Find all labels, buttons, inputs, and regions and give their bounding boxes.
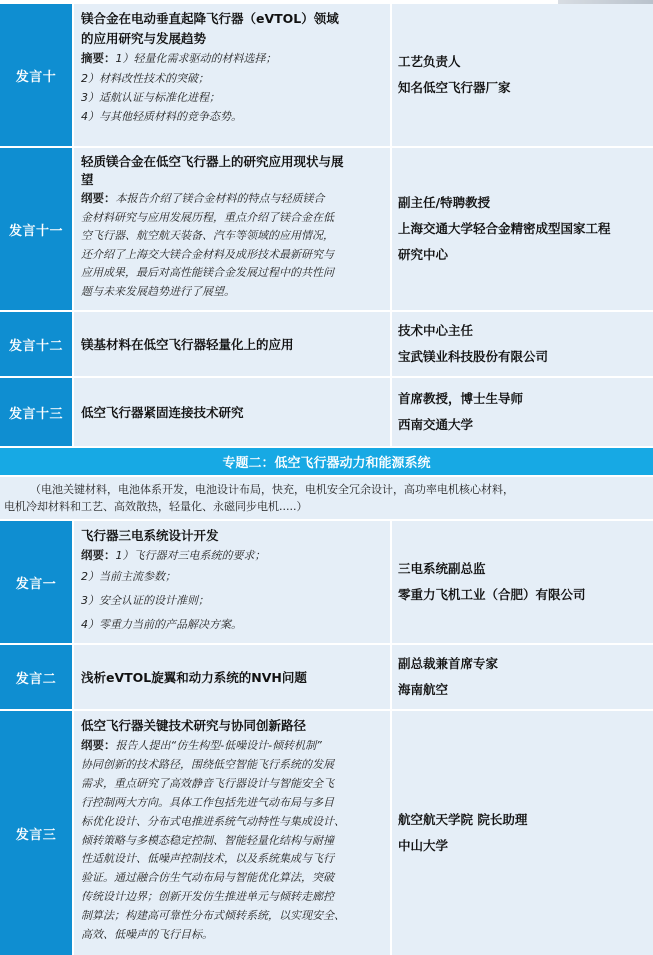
agenda-row [0,4,653,146]
talk-title: 望 [81,172,94,187]
talk-topic [74,645,392,709]
agenda-row [0,711,653,955]
section-description-line: 电机冷却材料和工艺、高效散热，轻量化、永磁同步电机.....） [4,500,308,513]
speaker-info [392,4,653,146]
speaker-position: 副总裁兼首席专家 [398,656,499,671]
talk-title: 镁合金在电动垂直起降飞行器（eVTOL）领域 [81,11,339,26]
abstract-text: 标优化设计、分布式电推进系统气动特性与集成设计、 [81,814,345,828]
talk-topic [74,711,392,955]
abstract-text: 性适航设计、低噪声控制技术，以及系统集成与飞行 [81,852,334,866]
talk-title: 轻质镁合金在低空飞行器上的研究应用现状与展 [81,154,344,169]
talk-topic [74,148,392,310]
abstract-text: 题与未来发展趋势进行了展望。 [81,284,235,298]
abstract-text: 协同创新的技术路径，围绕低空智能飞行系统的发展 [81,757,334,771]
section-title: 专题二：低空飞行器动力和能源系统 [0,448,653,475]
speaker-organization: 中山大学 [398,838,449,853]
talk-topic [74,4,392,146]
abstract-text: 金材料研究与应用发展历程，重点介绍了镁合金在低 [81,210,334,224]
abstract-text: 纲要：本报告介绍了镁合金材料的特点与轻质镁合 [81,191,325,205]
speaker-label: 发言十三 [0,378,74,446]
talk-title: 浅析eVTOL旋翼和动力系统的NVH问题 [81,669,307,685]
abstract-text: 纲要：报告人提出“仿生构型-低噪设计-倾转机制” [81,738,322,752]
speaker-label: 发言一 [0,521,74,643]
speaker-organization: 宝武镁业科技股份有限公司 [398,349,549,364]
speaker-info [392,711,653,955]
talk-title: 飞行器三电系统设计开发 [81,528,219,543]
speaker-position: 技术中心主任 [398,323,474,338]
speaker-label: 发言二 [0,645,74,709]
speaker-label: 发言十二 [0,312,74,376]
speaker-label: 发言十一 [0,148,74,310]
agenda-row [0,645,653,709]
agenda-row [0,312,653,376]
speaker-position: 工艺负责人 [398,54,461,69]
talk-title: 低空飞行器关键技术研究与协同创新路径 [81,718,307,733]
abstract-text: 制算法；构建高可靠性分布式倾转系统，以实现安全、 [81,909,345,923]
abstract-text: 验证。通过融合仿生气动布局与智能优化算法，突破 [81,871,334,885]
speaker-label: 发言十 [0,4,74,146]
abstract-item: 4）与其他轻质材料的竞争态势。 [81,109,242,123]
talk-topic [74,312,392,376]
speaker-organization: 知名低空飞行器厂家 [398,80,511,95]
abstract-item: 3）适航认证与标准化进程； [81,90,220,104]
talk-topic [74,378,392,446]
abstract-text: 行控制两大方向。具体工作包括先进气动布局与多目 [81,795,334,809]
abstract-item: 2）当前主流参数； [81,570,176,583]
agenda-row [0,521,653,643]
speaker-info [392,645,653,709]
speaker-label: 发言三 [0,711,74,955]
section-description-line: （电池关键材料，电池体系开发，电池设计布局，快充，电机安全冗余设计，高功率电机核心材料， [30,483,514,496]
speaker-organization: 海南航空 [398,682,449,697]
speaker-position: 航空航天学院 院长助理 [398,812,528,827]
abstract-text: 倾转策略与多模态稳定控制、智能轻量化结构与耐撞 [81,833,334,847]
abstract-item: 3）安全认证的设计准则； [81,594,209,607]
speaker-organization: 零重力飞机工业（合肥）有限公司 [398,587,586,602]
agenda-row [0,148,653,310]
talk-title: 低空飞行器紧固连接技术研究 [81,404,244,420]
speaker-position: 首席教授，博士生导师 [398,391,524,406]
speaker-info [392,378,653,446]
speaker-position: 三电系统副总监 [398,561,486,576]
speaker-organization: 西南交通大学 [398,417,474,432]
talk-topic [74,521,392,643]
speaker-organization: 上海交通大学轻合金精密成型国家工程 [398,221,611,236]
speaker-info [392,148,653,310]
talk-title: 的应用研究与发展趋势 [81,31,207,46]
speaker-position: 副主任/特聘教授 [398,195,491,210]
talk-title: 镁基材料在低空飞行器轻量化上的应用 [81,336,294,352]
speaker-info [392,312,653,376]
section-description [0,477,653,519]
abstract-item: 2）材料改性技术的突破； [81,71,209,85]
abstract-label: 纲要：1）飞行器对三电系统的要求； [81,548,266,562]
abstract-item: 4）零重力当前的产品解决方案。 [81,618,242,631]
abstract-text: 应用成果，最后对高性能镁合金发展过程中的共性问 [81,266,334,280]
abstract-text: 空飞行器、航空航天装备、汽车等领域的应用情况， [81,229,334,243]
abstract-text: 高效、低噪声的飞行目标。 [81,928,213,942]
abstract-label: 摘要：1）轻量化需求驱动的材料选择； [81,51,277,65]
agenda-row [0,378,653,446]
abstract-text: 还介绍了上海交大镁合金材料及成形技术最新研究与 [81,247,334,261]
abstract-text: 传统设计边界；创新开发仿生推进单元与倾转走廊控 [81,890,334,904]
speaker-info [392,521,653,643]
abstract-text: 需求，重点研究了高效静音飞行器设计与智能安全飞 [81,776,334,790]
speaker-organization: 研究中心 [398,247,449,262]
